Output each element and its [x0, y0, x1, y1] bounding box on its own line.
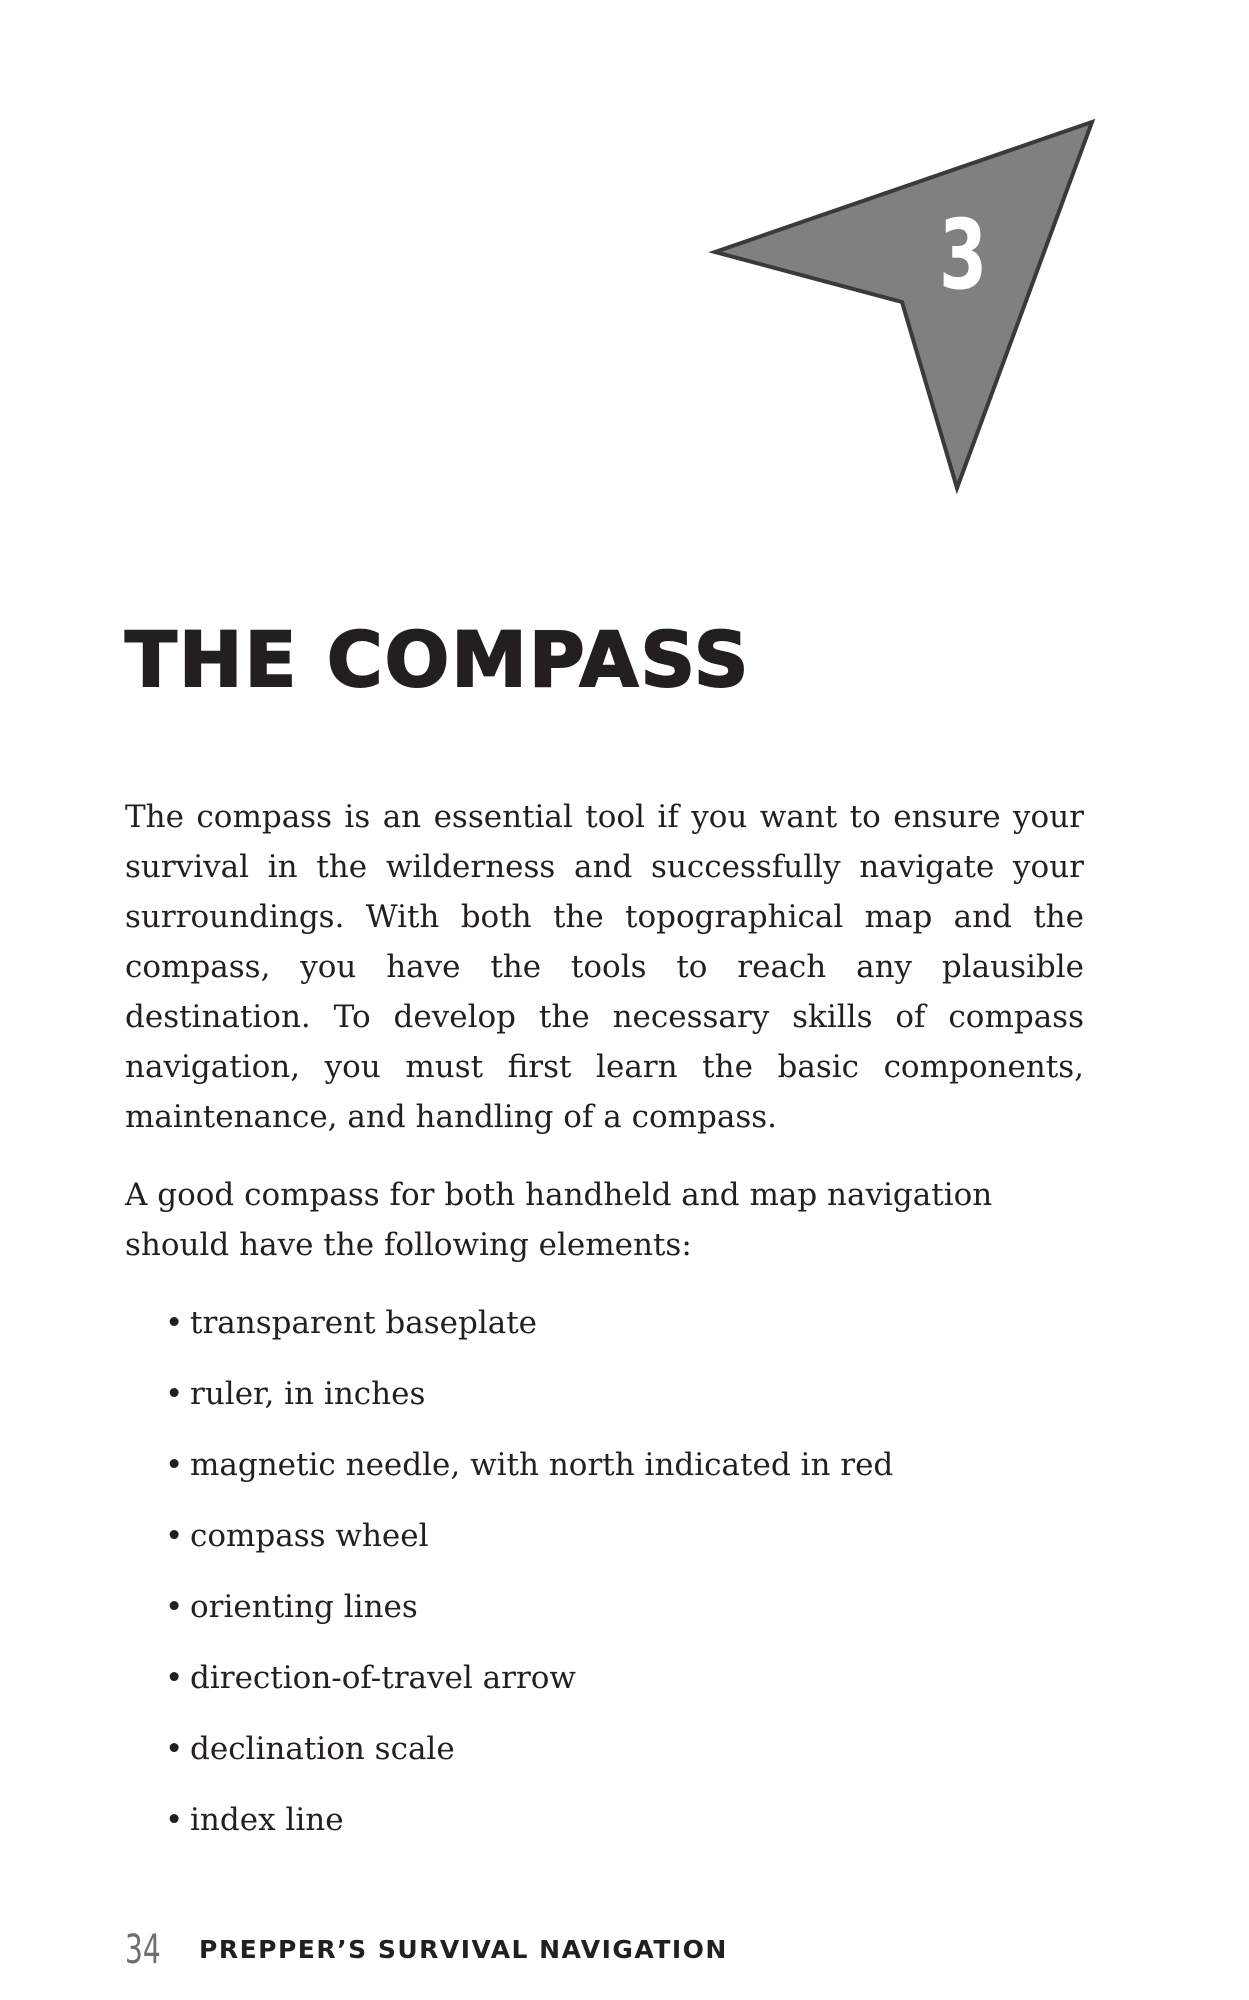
bullet-icon: •	[165, 1447, 184, 1483]
list-item-text: ruler, in inches	[190, 1376, 426, 1412]
list-item	[165, 1653, 893, 1724]
list-item	[165, 1724, 893, 1795]
list-item	[165, 1440, 893, 1511]
bullet-icon: •	[165, 1305, 184, 1341]
list-item	[165, 1582, 893, 1653]
list-item-text: direction-of-travel arrow	[190, 1660, 576, 1696]
list-item	[165, 1511, 893, 1582]
list-item-text: orienting lines	[190, 1589, 418, 1625]
bullet-icon: •	[165, 1518, 184, 1554]
elements-intro-paragraph: A good compass for both handheld and map navigation should have the following elements:	[125, 1177, 993, 1263]
list-item-text: magnetic needle, with north indicated in red	[190, 1447, 894, 1483]
list-item	[165, 1298, 893, 1369]
chapter-number: 3	[938, 199, 988, 311]
list-item-text: declination scale	[190, 1731, 455, 1767]
list-item-text: compass wheel	[190, 1518, 429, 1554]
intro-paragraph: The compass is an essential tool if you want to ensure your survival in the wilderness and successfully navigate your surroundings. With both the topographical map and the compass, you have the tools to reach any plausible destination. To develop the necessary skills of compass navigation, you must first learn the basic components, maintenance, and handling of a compass.	[125, 799, 1084, 1135]
chapter-marker-arrowhead-icon	[700, 110, 1100, 510]
list-item-text: index line	[190, 1802, 344, 1838]
list-item	[165, 1369, 893, 1440]
bullet-icon: •	[165, 1731, 184, 1767]
page-footer	[125, 1925, 728, 1975]
list-item	[165, 1795, 893, 1866]
bullet-icon: •	[165, 1802, 184, 1838]
compass-elements-list	[165, 1298, 893, 1866]
bullet-icon: •	[165, 1589, 184, 1625]
running-title: PREPPER’S SURVIVAL NAVIGATION	[199, 1935, 728, 1964]
list-item-text: transparent baseplate	[190, 1305, 538, 1341]
chapter-title: THE COMPASS	[125, 615, 751, 704]
bullet-icon: •	[165, 1376, 184, 1412]
page-number: 34	[125, 1927, 161, 1973]
bullet-icon: •	[165, 1660, 184, 1696]
